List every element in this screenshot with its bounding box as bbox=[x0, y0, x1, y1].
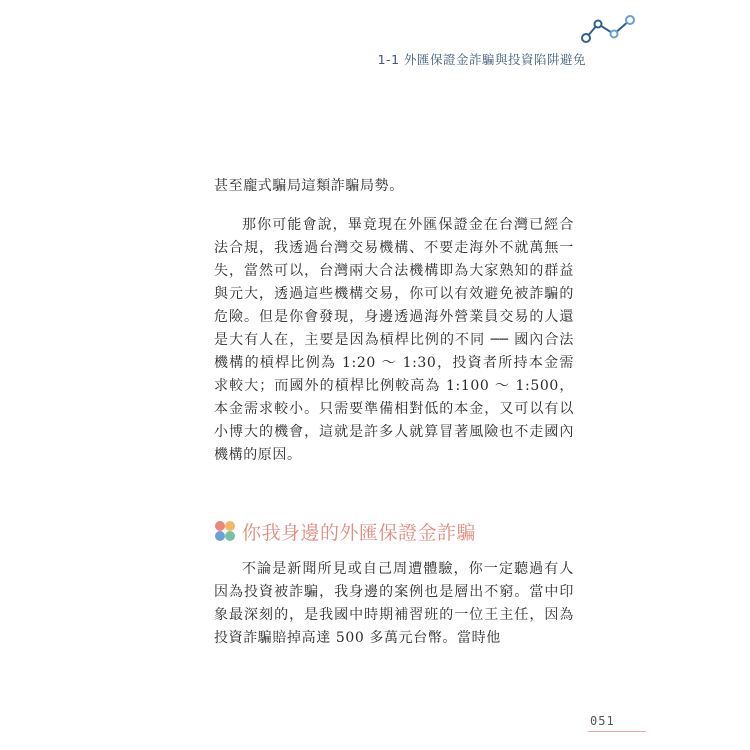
paragraph-text: 那你可能會說，畢竟現在外匯保證金在台灣已經合法合規，我透過台灣交易機構、不要走海外不就萬無一失，當然可以，台灣兩大合法機構即為大家熟知的群益與元大，透過這些機構交易，你可以有效避免被詐騙的危險。但是你會發現，身邊透過海外營業員交易的人還是大有人在，主要是因為槓桿比例的不同 ── 國內合法機構的槓桿比例為 1:20 ～ 1:30，投資者所持本金需求較大；而國外的槓桿比例較高為 1:100 ～ 1:500，本金需求較小。只需要準備相對低的本金，又可以有以小博大的機會，這就是許多人就算冒著風險也不走國內機構的原因。 bbox=[214, 217, 574, 463]
running-header-title: 1-1 外匯保證金詐騙與投資陷阱避免 bbox=[377, 52, 586, 67]
line-chart-icon bbox=[580, 12, 640, 46]
page-number: 051 bbox=[590, 714, 615, 728]
four-dots-icon bbox=[214, 520, 236, 542]
body-paragraph bbox=[214, 558, 574, 650]
section-heading bbox=[214, 517, 476, 545]
body-paragraph bbox=[214, 175, 574, 198]
paragraph-text: 不論是新聞所見或自己周遭體驗，你一定聽過有人因為投資被詐騙，我身邊的案例也是層出不窮。當中印象最深刻的，是我國中時期補習班的一位王主任，因為投資詐騙賠掉高達 500 多萬元台幣。當時他 bbox=[214, 561, 574, 646]
body-paragraph bbox=[214, 214, 574, 467]
page-number-rule bbox=[588, 731, 646, 732]
section-heading-text: 你我身邊的外匯保證金詐騙 bbox=[242, 521, 477, 544]
paragraph-text: 甚至龐式騙局這類詐騙局勢。 bbox=[214, 178, 404, 194]
